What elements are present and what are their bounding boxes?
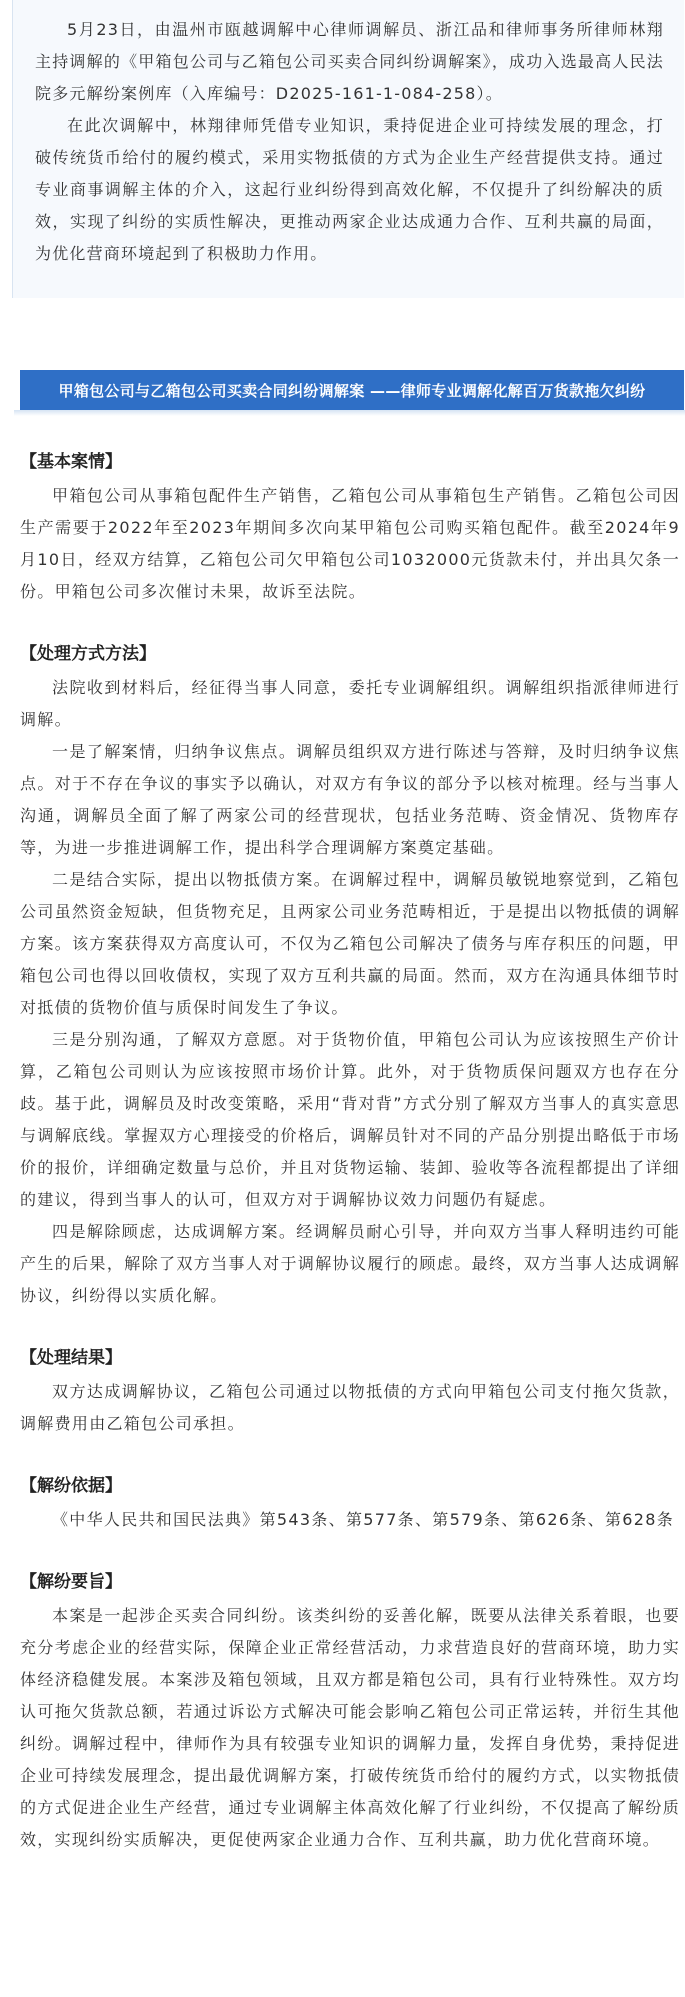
section-paragraph: 双方达成调解协议，乙箱包公司通过以物抵债的方式向甲箱包公司支付拖欠货款，调解费用由乙箱包公司承担。 (20, 1382, 680, 1433)
section-key-points (20, 1566, 680, 1856)
intro-box (12, 0, 684, 298)
section-paragraph: 《中华人民共和国民法典》第543条、第577条、第579条、第626条、第628条 (52, 1510, 674, 1529)
section-basic-facts (20, 446, 680, 608)
section-paragraph: 二是结合实际，提出以物抵债方案。在调解过程中，调解员敏锐地察觉到，乙箱包公司虽然资金短缺，但货物充足，且两家公司业务范畴相近，于是提出以物抵债的调解方案。该方案获得双方高度认可，不仅为乙箱包公司解决了债务与库存积压的问题，甲箱包公司也得以回收债权，实现了双方互利共赢的局面。然而，双方在沟通具体细节时对抵债的货物价值与质保时间发生了争议。 (20, 870, 680, 1017)
case-content (20, 446, 680, 1856)
intro-paragraph: 在此次调解中，林翔律师凭借专业知识，秉持促进企业可持续发展的理念，打破传统货币给付的履约模式，采用实物抵债的方式为企业生产经营提供支持。通过专业商事调解主体的介入，这起行业纠纷得到高效化解，不仅提升了纠纷解决的质效，实现了纠纷的实质性解决，更推动两家企业达成通力合作、互利共赢的局面，为优化营商环境起到了积极助力作用。 (35, 116, 664, 263)
section-handling-result (20, 1342, 680, 1440)
section-title: 【解纷要旨】 (20, 1572, 122, 1592)
section-paragraph: 三是分别沟通，了解双方意愿。对于货物价值，甲箱包公司认为应该按照生产价计算，乙箱包公司则认为应该按照市场价计算。此外，对于货物质保问题双方也存在分歧。基于此，调解员及时改变策略，采用“背对背”方式分别了解双方当事人的真实意思与调解底线。掌握双方心理接受的价格后，调解员针对不同的产品分别提出略低于市场价的报价，详细确定数量与总价，并且对货物运输、装卸、验收等各流程都提出了详细的建议，得到当事人的认可，但双方对于调解协议效力问题仍有疑虑。 (20, 1030, 680, 1209)
section-paragraph: 本案是一起涉企买卖合同纠纷。该类纠纷的妥善化解，既要从法律关系着眼，也要充分考虑企业的经营实际，保障企业正常经营活动，力求营造良好的营商环境，助力实体经济稳健发展。本案涉及箱包领域，且双方都是箱包公司，具有行业特殊性。双方均认可拖欠货款总额，若通过诉讼方式解决可能会影响乙箱包公司正常运转，并衍生其他纠纷。调解过程中，律师作为具有较强专业知识的调解力量，发挥自身优势，秉持促进企业可持续发展理念，提出最优调解方案，打破传统货币给付的履约方式，以实物抵债的方式促进企业生产经营，通过专业调解主体高效化解了行业纠纷，不仅提高了解纷质效，实现纠纷实质解决，更促使两家企业通力合作、互利共赢，助力优化营商环境。 (20, 1606, 680, 1849)
section-title: 【解纷依据】 (20, 1476, 122, 1496)
section-paragraph: 一是了解案情，归纳争议焦点。调解员组织双方进行陈述与答辩，及时归纳争议焦点。对于不存在争议的事实予以确认，对双方有争议的部分予以核对梳理。经与当事人沟通，调解员全面了解了两家公司的经营现状，包括业务范畴、资金情况、货物库存等，为进一步推进调解工作，提出科学合理调解方案奠定基础。 (20, 742, 680, 857)
banner-shadow (14, 410, 685, 416)
section-title: 【处理方式方法】 (20, 644, 156, 664)
section-title: 【处理结果】 (20, 1348, 122, 1368)
section-paragraph: 甲箱包公司从事箱包配件生产销售，乙箱包公司从事箱包生产销售。乙箱包公司因生产需要于2022年至2023年期间多次向某甲箱包公司购买箱包配件。截至2024年9月10日，经双方结算，乙箱包公司欠甲箱包公司1032000元货款未付，并出具欠条一份。甲箱包公司多次催讨未果，故诉至法院。 (20, 486, 680, 601)
intro-paragraph: 5月23日，由温州市瓯越调解中心律师调解员、浙江品和律师事务所律师林翔主持调解的《甲箱包公司与乙箱包公司买卖合同纠纷调解案》，成功入选最高人民法院多元解纷案例库（入库编号：D2025-161-1-084-258）。 (35, 20, 664, 103)
case-title-banner: 甲箱包公司与乙箱包公司买卖合同纠纷调解案 ——律师专业调解化解百万货款拖欠纠纷 (20, 370, 684, 412)
section-paragraph: 法院收到材料后，经征得当事人同意，委托专业调解组织。调解组织指派律师进行调解。 (20, 678, 680, 729)
section-handling-method (20, 638, 680, 1312)
section-paragraph: 四是解除顾虑，达成调解方案。经调解员耐心引导，并向双方当事人释明违约可能产生的后果，解除了双方当事人对于调解协议履行的顾虑。最终，双方当事人达成调解协议，纠纷得以实质化解。 (20, 1222, 680, 1305)
section-legal-basis (20, 1470, 680, 1536)
section-title: 【基本案情】 (20, 452, 122, 472)
